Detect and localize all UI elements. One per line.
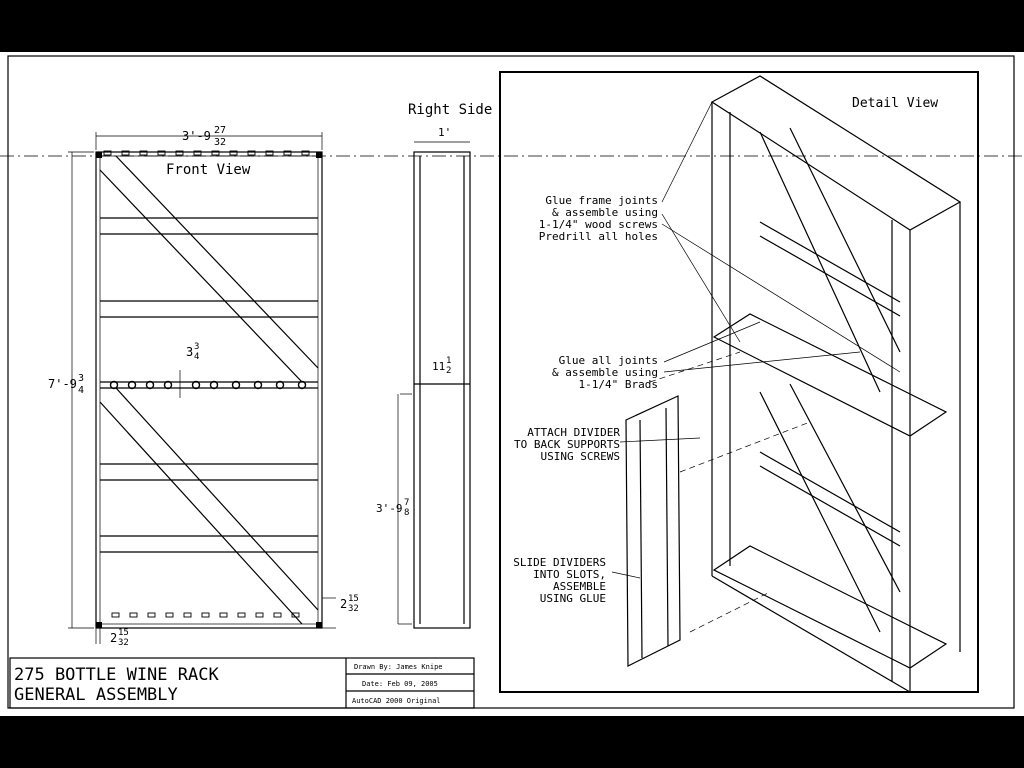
right-side-title: Right Side	[408, 102, 493, 118]
title-line-1: 275 BOTTLE WINE RACK	[14, 665, 219, 685]
note-glue-joints-3: 1-1/4" Brads	[578, 378, 658, 391]
note-glue-frame-1: Glue frame joints	[545, 194, 658, 207]
note-glue-frame-2: & assemble using	[552, 206, 658, 219]
side-lower-dim: 3'-9	[376, 502, 403, 515]
corner-block-bl	[96, 622, 102, 628]
front-height-num: 3	[78, 373, 85, 384]
detail-view-drawing	[612, 76, 960, 692]
drawing-date: Date: Feb 09, 2005	[362, 680, 438, 688]
side-mid-den: 2	[446, 366, 452, 376]
note-attach-divider-1: ATTACH DIVIDER	[527, 426, 620, 439]
bottom-left-den: 32	[118, 638, 129, 648]
note-glue-frame-3: 1-1/4" wood screws	[538, 218, 658, 231]
note-slide-dividers-2: INTO SLOTS,	[533, 568, 606, 581]
bottom-right-den: 32	[348, 604, 359, 614]
front-width-num: 27	[214, 125, 227, 136]
right-side-view	[398, 142, 470, 628]
note-attach-divider-3: USING SCREWS	[540, 450, 620, 463]
center-gap-dim: 3	[186, 345, 194, 359]
bottom-right-num: 15	[348, 594, 359, 604]
front-view	[68, 132, 336, 644]
front-view-title: Front View	[166, 162, 251, 178]
side-mid-dim: 11	[432, 360, 446, 373]
drawn-by: Drawn By: James Knipe	[354, 663, 443, 671]
note-glue-joints-2: & assemble using	[552, 366, 658, 379]
note-glue-frame-4: Predrill all holes	[538, 230, 658, 243]
drawing-sheet	[0, 52, 1024, 716]
side-mid-num: 1	[446, 356, 452, 366]
note-slide-dividers-3: ASSEMBLE	[553, 580, 606, 593]
side-depth-dim: 1'	[438, 126, 452, 139]
software-note: AutoCAD 2000 Original	[352, 697, 441, 705]
front-width-den: 32	[214, 137, 227, 148]
bottom-right-dim: 2	[340, 597, 348, 611]
side-lower-num: 7	[404, 498, 410, 508]
note-slide-dividers-1: SLIDE DIVIDERS	[513, 556, 606, 569]
side-lower-den: 8	[404, 508, 410, 518]
note-slide-dividers-4: USING GLUE	[539, 592, 606, 605]
front-height-dim: 7'-9	[48, 377, 77, 391]
front-width-dim: 3'-9	[182, 129, 211, 143]
title-line-2: GENERAL ASSEMBLY	[14, 685, 178, 705]
note-glue-joints-1: Glue all joints	[558, 354, 658, 367]
detail-view-title: Detail View	[852, 96, 939, 111]
center-gap-den: 4	[194, 352, 200, 362]
note-attach-divider-2: TO BACK SUPPORTS	[514, 438, 620, 451]
front-height-den: 4	[78, 385, 85, 396]
corner-block-tl	[96, 152, 102, 158]
corner-block-tr	[316, 152, 322, 158]
bottom-left-num: 15	[118, 628, 129, 638]
center-gap-num: 3	[194, 342, 200, 352]
drawing-canvas	[0, 52, 1024, 716]
corner-block-br	[316, 622, 322, 628]
bottom-left-dim: 2	[110, 631, 118, 645]
